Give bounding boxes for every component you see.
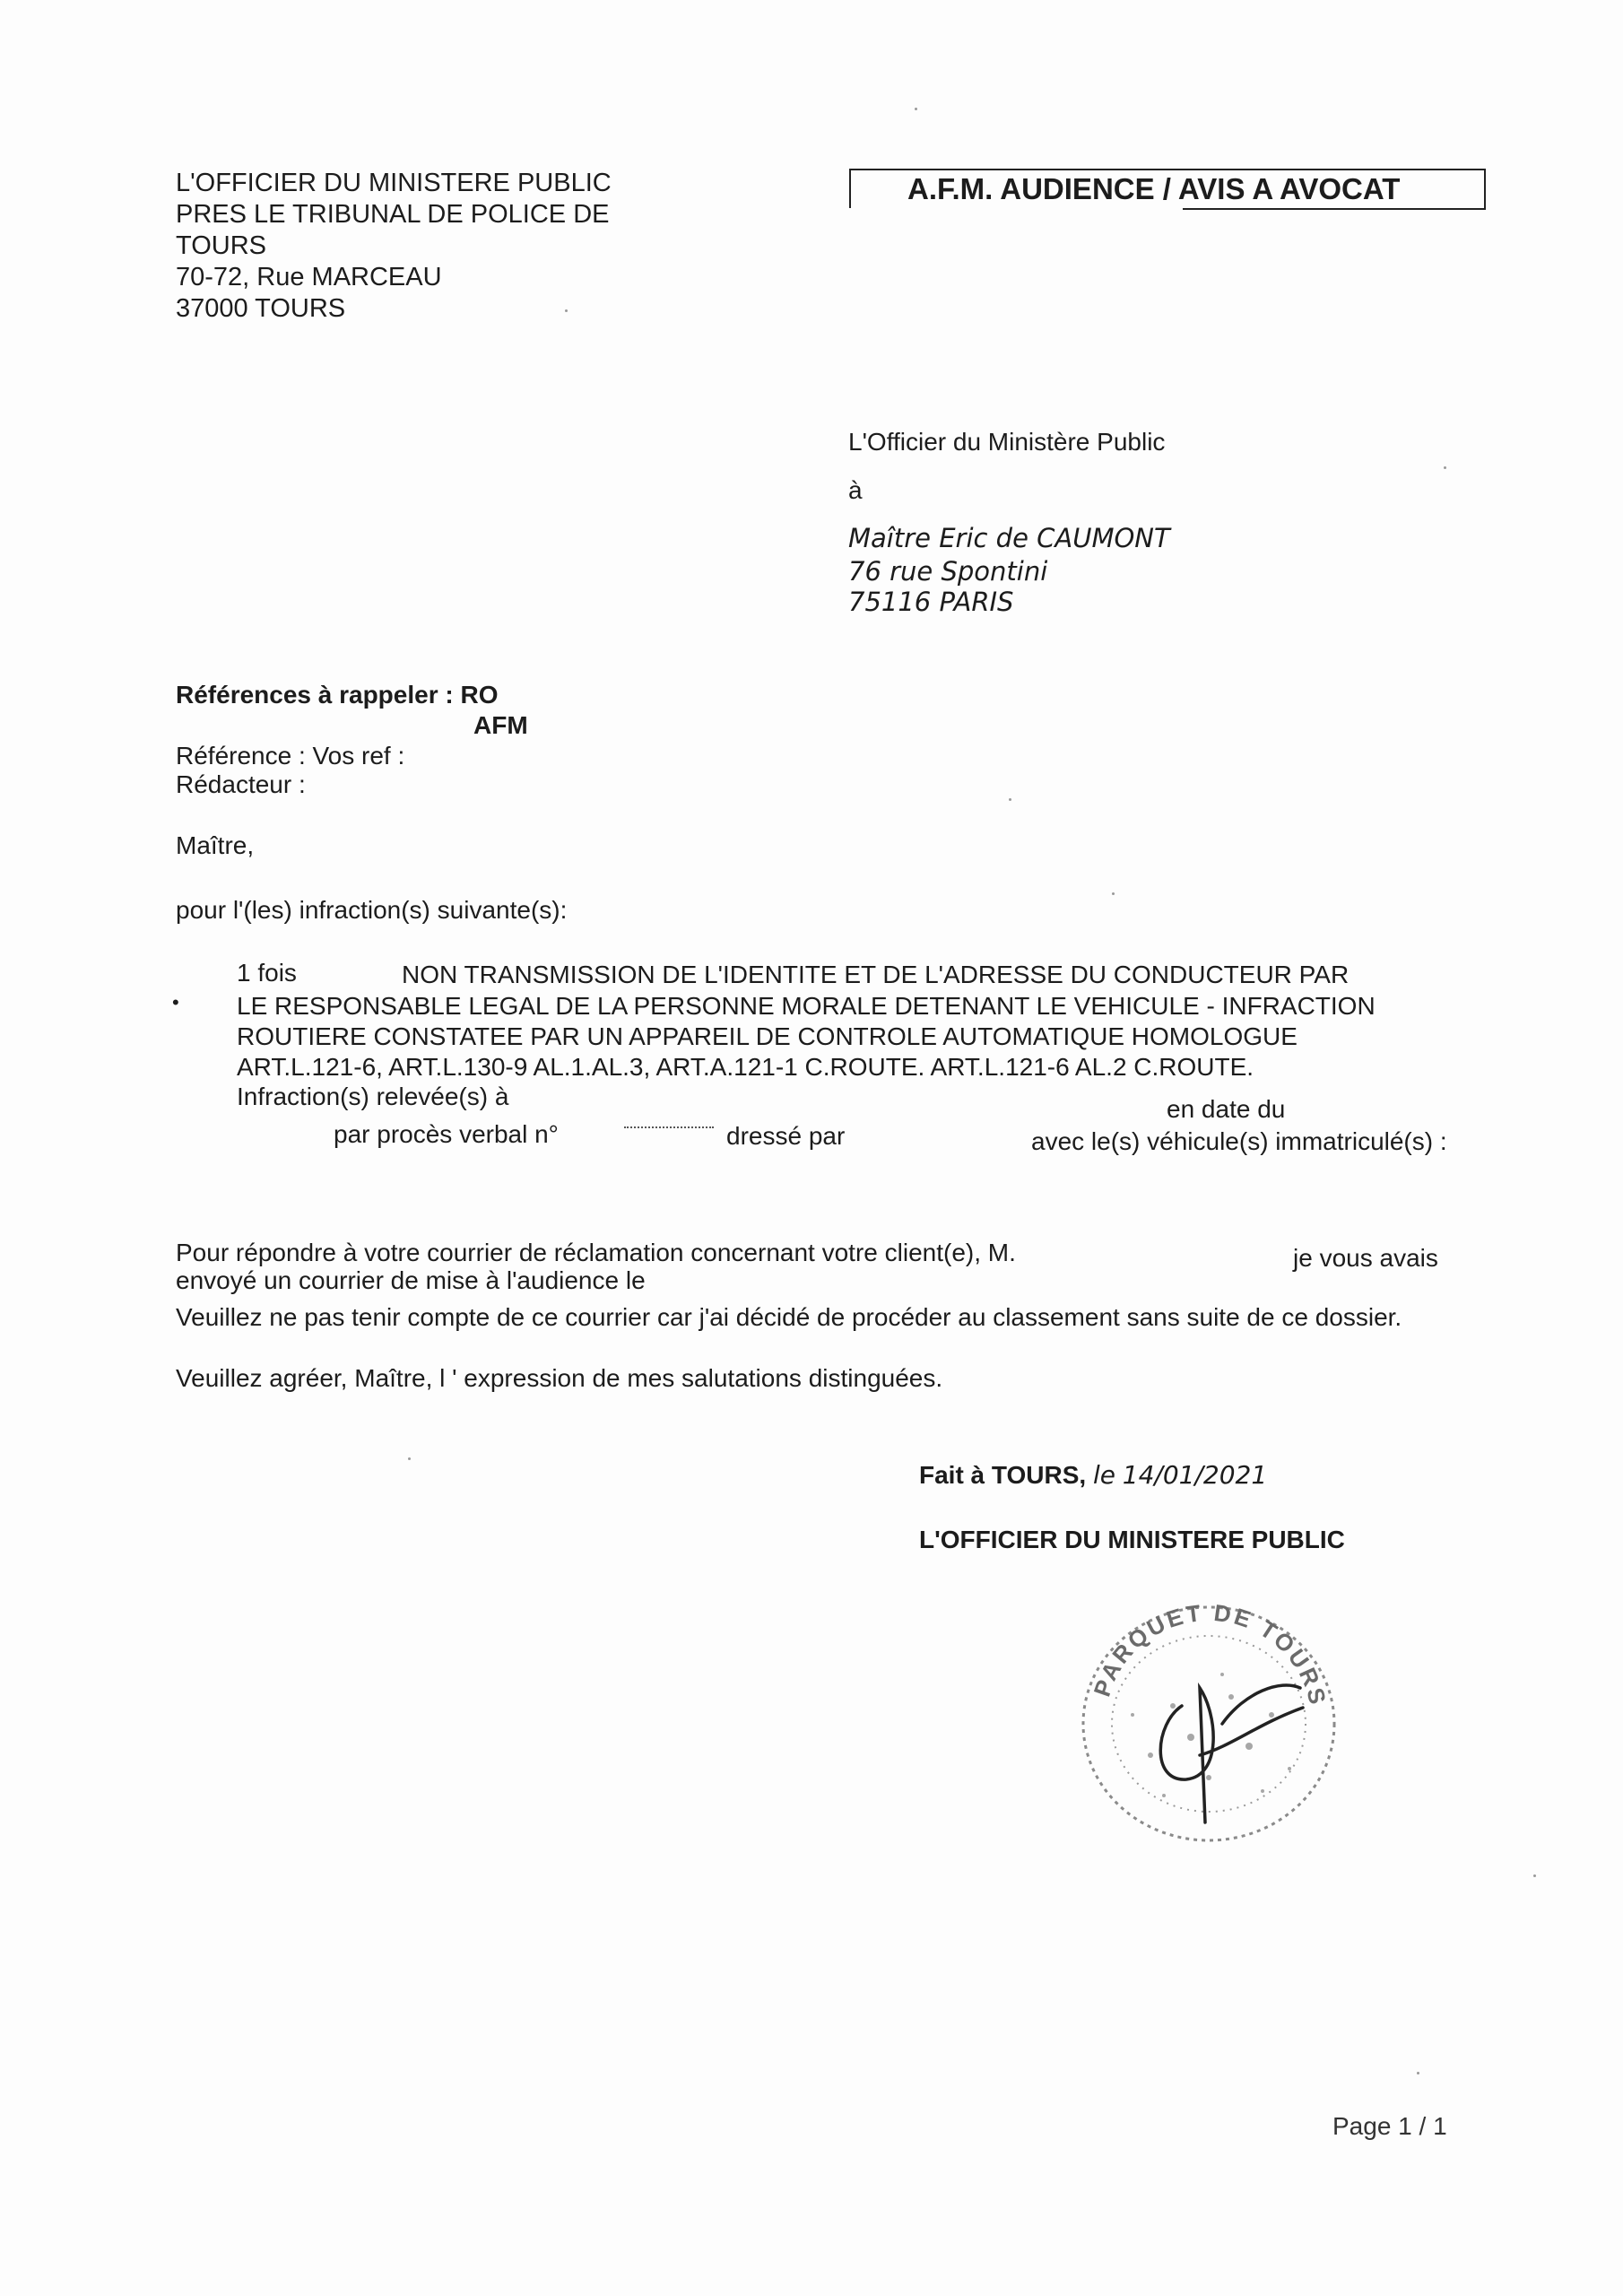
body-p1-end: je vous avais — [1293, 1244, 1438, 1272]
svg-text:PARQUET DE TOURS — [1089, 1599, 1332, 1709]
infraction-dresse: dressé par — [726, 1122, 846, 1150]
scan-speck — [1444, 466, 1446, 469]
sender-line: 37000 TOURS — [176, 294, 346, 323]
infraction-line-1: NON TRANSMISSION DE L'IDENTITE ET DE L'ADRESSE DU CONDUCTEUR PAR — [402, 961, 1350, 988]
sender-line: PRES LE TRIBUNAL DE POLICE DE — [176, 200, 610, 229]
reference-line: Référence : Vos ref : — [176, 742, 405, 770]
stamp-text: PARQUET DE TOURS — [1088, 1598, 1332, 1709]
infraction-pv: par procès verbal n° — [334, 1120, 559, 1148]
redacteur-line: Rédacteur : — [176, 770, 306, 798]
recipient-from: L'Officier du Ministère Public — [848, 428, 1166, 456]
infraction-en-date: en date du — [1167, 1095, 1286, 1123]
page-number: Page 1 / 1 — [1332, 2112, 1447, 2140]
redaction-mark — [624, 1126, 714, 1130]
body-p1-line2: envoyé un courrier de mise à l'audience le — [176, 1266, 646, 1294]
signature-mark — [1160, 1685, 1303, 1822]
references-afm: AFM — [473, 711, 528, 739]
body-p1-start: Pour répondre à votre courrier de réclamation concernant votre client(e), M. — [176, 1239, 1016, 1266]
closing-formula: Veuillez agréer, Maître, l ' expression de mes salutations distinguées. — [176, 1364, 943, 1392]
infraction-relevee: Infraction(s) relevée(s) à — [237, 1083, 509, 1110]
infraction-line-3: ROUTIERE CONSTATEE PAR UN APPAREIL DE CONTROLE AUTOMATIQUE HOMOLOGUE — [237, 1022, 1298, 1050]
sender-line: 70-72, Rue MARCEAU — [176, 263, 442, 291]
infraction-count: 1 fois — [237, 959, 297, 987]
sender-address — [176, 168, 612, 325]
recipient-street: 76 rue Spontini — [848, 556, 1048, 587]
signoff-place-date — [919, 1460, 1267, 1491]
infraction-vehicule: avec le(s) véhicule(s) immatriculé(s) : — [1031, 1127, 1447, 1155]
sender-line: L'OFFICIER DU MINISTERE PUBLIC — [176, 169, 612, 197]
scan-speck — [1417, 2072, 1419, 2074]
infraction-intro: pour l'(les) infraction(s) suivante(s): — [176, 896, 568, 924]
infraction-line-2: LE RESPONSABLE LEGAL DE LA PERSONNE MORALE DETENANT LE VEHICULE - INFRACTION — [237, 992, 1376, 1020]
sender-line: TOURS — [176, 231, 266, 260]
document-title: A.F.M. AUDIENCE / AVIS A AVOCAT — [849, 169, 1486, 210]
scan-speck — [915, 108, 917, 110]
salutation: Maître, — [176, 831, 255, 859]
signoff-place: Fait à TOURS, — [919, 1461, 1087, 1489]
signoff-date-prefix: le — [1092, 1460, 1115, 1490]
scan-speck — [1112, 892, 1115, 895]
official-stamp — [1065, 1589, 1352, 1849]
recipient-city: 75116 PARIS — [848, 587, 1014, 617]
body-p2: Veuillez ne pas tenir compte de ce courrier car j'ai décidé de procéder au classement sans suite de ce dossier. — [176, 1303, 1402, 1331]
scan-speck — [1009, 798, 1011, 801]
scan-speck — [565, 309, 568, 312]
recipient-to-word: à — [848, 476, 863, 504]
bullet-point: • — [172, 991, 179, 1013]
references-label: Références à rappeler : RO — [176, 681, 499, 709]
scan-speck — [1533, 1874, 1536, 1877]
signatory-title: L'OFFICIER DU MINISTERE PUBLIC — [919, 1526, 1345, 1553]
infraction-line-4: ART.L.121-6, ART.L.130-9 AL.1.AL.3, ART.A.121-1 C.ROUTE. ART.L.121-6 AL.2 C.ROUTE. — [237, 1053, 1254, 1081]
signoff-date: 14/01/2021 — [1122, 1460, 1268, 1490]
recipient-name: Maître Eric de CAUMONT — [848, 523, 1170, 553]
scan-speck — [408, 1457, 411, 1460]
